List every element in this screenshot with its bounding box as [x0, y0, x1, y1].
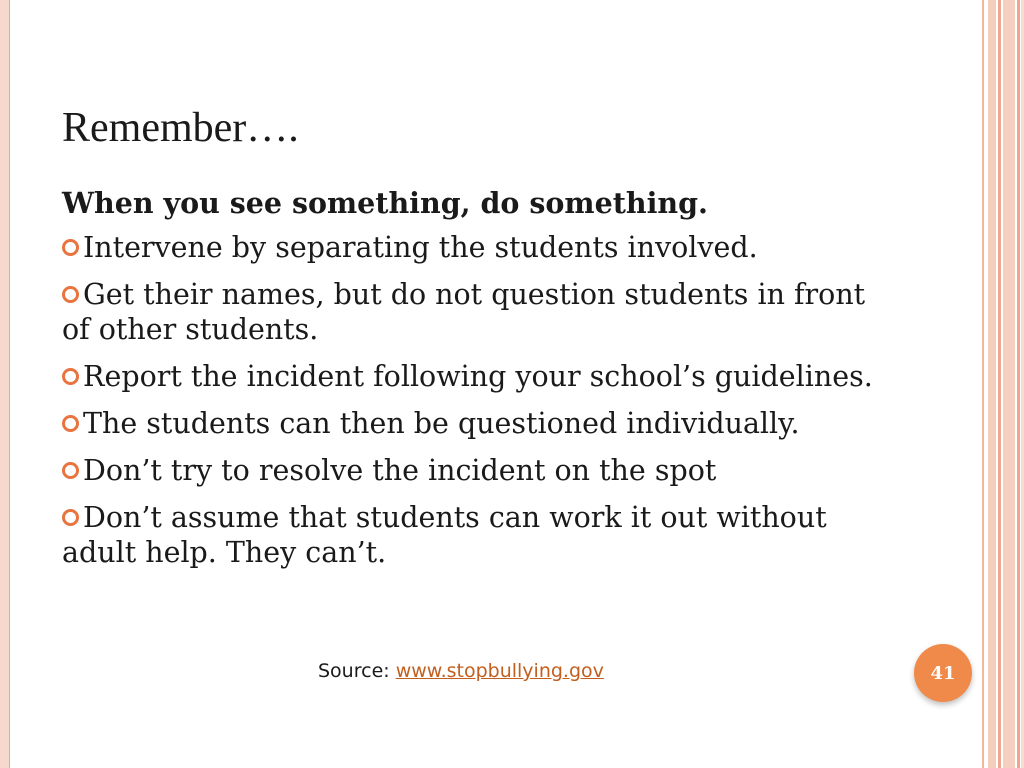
ring-bullet-icon: [62, 368, 79, 385]
page-number: 41: [930, 662, 956, 684]
bullet-item: [62, 230, 892, 265]
bullet-text: Report the incident following your school’s guidelines.: [83, 360, 873, 393]
bullet-text: Intervene by separating the students involved.: [83, 231, 758, 264]
source-link[interactable]: www.stopbullying.gov: [395, 660, 604, 682]
source-label: Source:: [318, 660, 396, 682]
bullet-text: Get their names, but do not question students in front of other students.: [62, 278, 866, 346]
bullet-text: Don’t assume that students can work it out without adult help. They can’t.: [62, 501, 827, 569]
bullet-text: The students can then be questioned individually.: [83, 407, 800, 440]
bullet-item: [62, 406, 892, 441]
ring-bullet-icon: [62, 239, 79, 256]
bullet-text: Don’t try to resolve the incident on the spot: [83, 454, 717, 487]
slide-content: [62, 184, 892, 582]
left-decor-stripe: [0, 0, 10, 768]
bullet-item: [62, 453, 892, 488]
lead-statement: When you see something, do something.: [62, 186, 708, 220]
ring-bullet-icon: [62, 415, 79, 432]
bullet-item: [62, 277, 892, 347]
bullet-list: [62, 230, 892, 570]
source-citation: [318, 660, 604, 682]
bullet-item: [62, 359, 892, 394]
right-decor-frame: [982, 0, 1024, 768]
ring-bullet-icon: [62, 509, 79, 526]
slide-title: Remember….: [62, 105, 299, 151]
ring-bullet-icon: [62, 462, 79, 479]
ring-bullet-icon: [62, 286, 79, 303]
bullet-item: [62, 500, 892, 570]
page-number-badge: [914, 644, 972, 702]
